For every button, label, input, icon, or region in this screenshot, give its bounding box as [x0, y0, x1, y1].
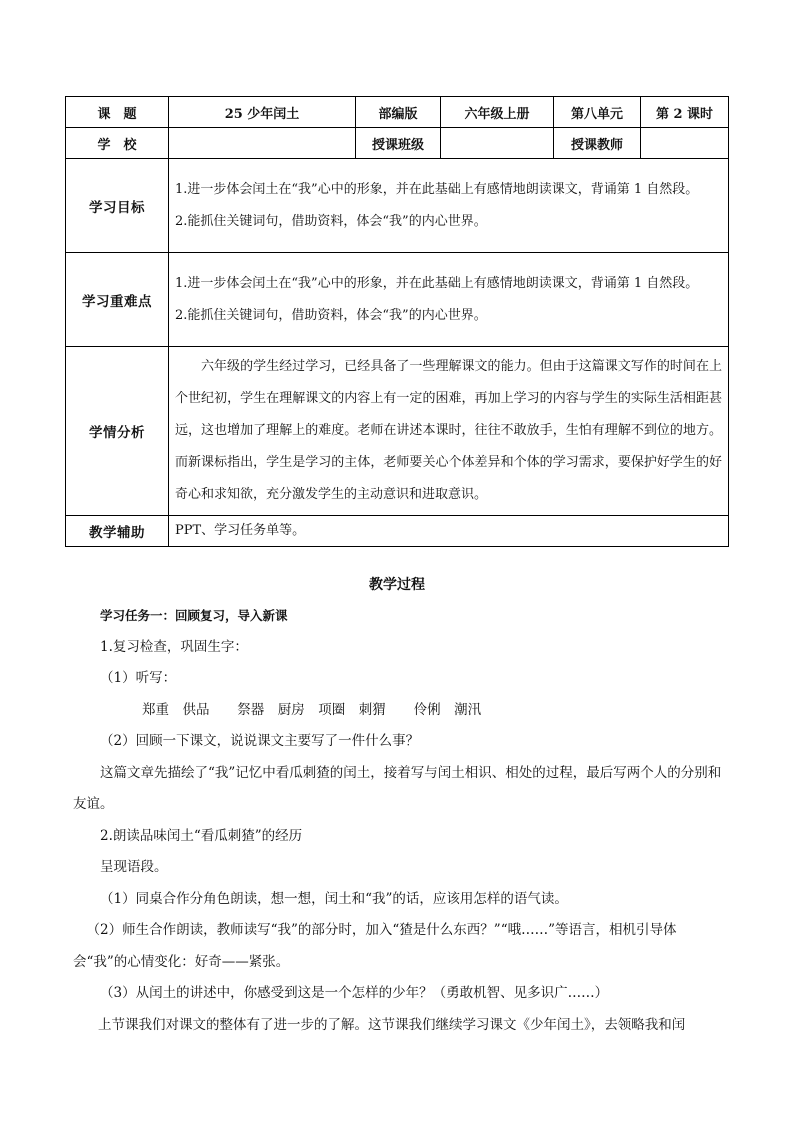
class-value: [441, 128, 554, 159]
header-row: [66, 97, 729, 128]
process-line: （2）回顾一下课文，说说课文主要写了一件什么事？: [100, 733, 420, 749]
school-label: 学 校: [66, 128, 169, 159]
goals-row: [66, 159, 729, 253]
process-line: （3）从闰土的讲述中，你感受到这是一个怎样的少年？（勇敢机智、见多识广……）: [100, 985, 609, 1001]
teacher-value: [641, 128, 729, 159]
school-row: [66, 128, 729, 159]
process-line: 1.复习检查，巩固生字：: [100, 638, 248, 655]
analysis-text: 六年级的学生经过学习，已经具备了一些理解课文的能力。但由于这篇课文写作的时间在上个世纪初，学生在理解课文的内容上有一定的困难，再加上学习的内容与学生的实际生活相距甚远，这也增加了理解上的难度。老师在讲述本课时，往往不敢放手，生怕有理解不到位的地方。而新课标指出，学生是学习的主体，老师要关心个体差异和个体的学习需求，要保护好学生的好奇心和求知欲，充分激发学生的主动意识和进取意识。: [175, 359, 722, 502]
key-point-item: 2.能抓住关键词句，借助资料，体会“我”的内心世界。: [175, 307, 487, 323]
aids-content: PPT、学习任务单等。: [169, 516, 729, 547]
class-label: 授课班级: [356, 128, 441, 159]
process-line: 上节课我们对课文的整体有了进一步的了解。这节课我们继续学习课文《少年闰土》，去领略我和闰: [98, 1016, 686, 1033]
analysis-row: [66, 347, 729, 516]
process-line: 呈现语段。: [100, 859, 168, 875]
goal-item: 1.进一步体会闰土在“我”心中的形象，并在此基础上有感情地朗读课文，背诵第 1 自然段。: [175, 181, 699, 197]
key-points-label: 学习重难点: [66, 253, 169, 347]
topic-label: [66, 97, 169, 128]
period: 第 2 课时: [641, 97, 729, 128]
topic-label-text: 课 题: [97, 106, 137, 122]
goal-item: 2.能抓住关键词句，借助资料，体会“我”的内心世界。: [175, 213, 487, 229]
analysis-content: [169, 347, 729, 516]
process-title: 教学过程: [369, 577, 425, 593]
task-one-heading: 学习任务一：回顾复习，导入新课: [100, 608, 288, 623]
analysis-label: 学情分析: [66, 347, 169, 516]
grade: 六年级上册: [441, 97, 554, 128]
aids-row: [66, 516, 729, 547]
process-line: 这篇文章先描绘了“我”记忆中看瓜刺猹的闰土，接着写与闰土相识、相处的过程，最后写两个人的分别和友谊。: [73, 764, 722, 812]
unit: 第八单元: [554, 97, 641, 128]
key-points-content: [169, 253, 729, 347]
school-value: [169, 128, 356, 159]
process-line: （1）同桌合作分角色朗读，想一想，闰土和“我”的话，应该用怎样的语气读。: [100, 890, 568, 907]
goals-content: [169, 159, 729, 253]
teacher-label: 授课教师: [554, 128, 641, 159]
key-point-item: 1.进一步体会闰土在“我”心中的形象，并在此基础上有感情地朗读课文，背诵第 1 自然段。: [175, 275, 699, 291]
key-points-row: [66, 253, 729, 347]
lesson-title: 25 少年闰土: [169, 97, 356, 128]
edition: 部编版: [356, 97, 441, 128]
process-body: [73, 600, 726, 1041]
aids-label: 教学辅助: [66, 516, 169, 547]
dictation-words: 郑重 供品 祭器 厨房 项圈 刺猬 伶俐 潮汛: [142, 701, 482, 718]
lesson-info-table: [65, 96, 729, 547]
process-line: 2.朗读品味闰土“看瓜刺猹”的经历: [100, 827, 303, 844]
goals-label: 学习目标: [66, 159, 169, 253]
process-line: （1）听写：: [100, 670, 177, 686]
process-line: （2）师生合作朗读，教师读写“我”的部分时，加入“猹是什么东西？”“哦……”等语言，相机引导体会“我”的心情变化：好奇——紧张。: [73, 922, 677, 970]
